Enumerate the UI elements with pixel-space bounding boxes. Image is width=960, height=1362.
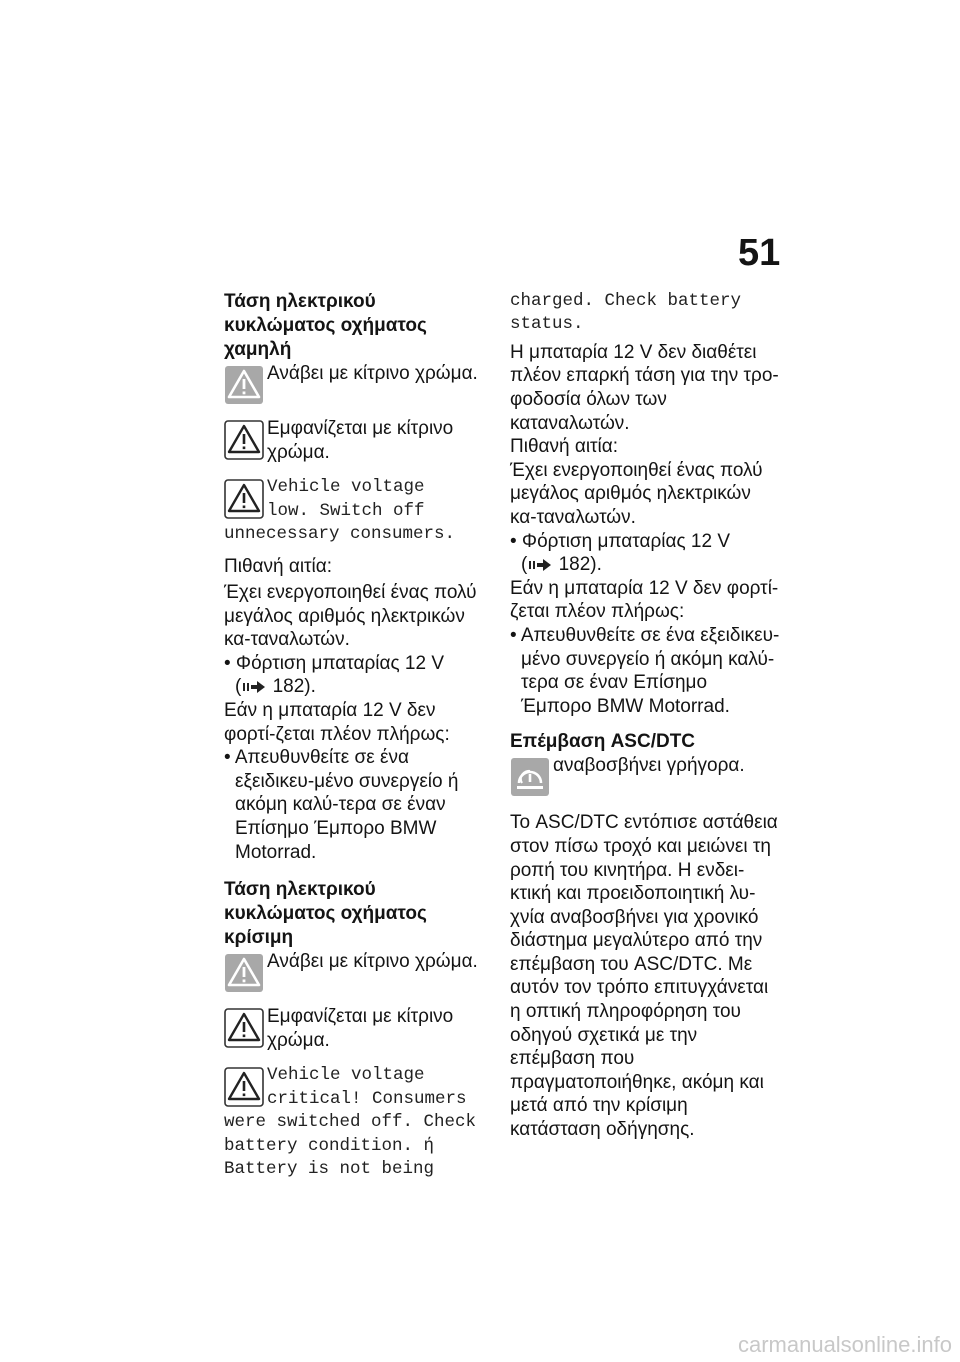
display-message-line: status. (510, 314, 584, 335)
action-contact-workshop: • Απευθυνθείτε σε ένα εξειδικευ-μένο συνεργείο ή ακόμη καλύ-τερα σε έναν Επίσημο Έμπορο BMW Motorrad. (510, 624, 780, 717)
cause-text: Έχει ενεργοποιηθεί ένας πολύ μεγάλος αριθμός ηλεκτρικών κα-ταναλωτών. (510, 459, 763, 528)
asc-indicator-text: αναβοσβήνει γρήγορα. (553, 755, 745, 777)
section-title-asc-dtc: Επέμβαση ASC/DTC (510, 731, 696, 753)
cause-label: Πιθανή αιτία: (510, 436, 619, 458)
display-message-line: low. Switch off (267, 500, 425, 521)
warning-row (224, 1005, 492, 1052)
warning-text: Εμφανίζεται με κίτρινο χρώμα. (267, 1006, 454, 1051)
arrow-ref-icon (243, 681, 265, 693)
display-message-line: Vehicle voltage (267, 1065, 425, 1086)
action-charge-battery: • Φόρτιση μπαταρίας 12 V (510, 530, 731, 552)
warning-triangle-outline-icon (224, 1008, 264, 1048)
warning-text: Εμφανίζεται με κίτρινο χρώμα. (267, 418, 454, 463)
right-column (510, 290, 782, 1142)
indicator-text: Ανάβει με κίτρινο χρώμα. (267, 951, 478, 973)
warning-triangle-outline-icon (224, 420, 264, 460)
display-message-line: Battery is not being (224, 1158, 435, 1179)
display-message-row (224, 1064, 492, 1111)
display-message-line: charged. Check battery (510, 291, 742, 311)
warning-triangle-filled-icon (224, 365, 264, 405)
section-title-critical-voltage: Τάση ηλεκτρικού κυκλώματος οχήματος κρίσιμη (224, 879, 427, 949)
indicator-row (224, 950, 492, 993)
action-charge-battery: • Φόρτιση μπαταρίας 12 V (224, 652, 445, 674)
indicator-text: Ανάβει με κίτρινο χρώμα. (267, 363, 478, 384)
cause-text: Έχει ενεργοποιηθεί ένας πολύ μεγάλος αριθμός ηλεκτρικών κα-ταναλωτών. (224, 582, 477, 651)
condition-text: Εάν η μπαταρία 12 V δεν φορτί-ζεται πλέον πλήρως: (224, 699, 450, 745)
page-reference[interactable]: ( 182). (235, 676, 316, 698)
display-message-row (224, 476, 492, 523)
warning-triangle-filled-icon (224, 953, 264, 993)
reference-text: 182). (272, 676, 316, 698)
warning-triangle-outline-icon (224, 479, 264, 519)
page-number: 51 (738, 232, 781, 274)
asc-paragraph: Το ASC/DTC εντόπισε αστάθεια στον πίσω τροχό και μειώνει τη ροπή του κινητήρα. Η ενδει-κτική και προειδοποιητική λυ-χνία αναβοσβήνει για χρονικό διάστημα μεγαλύτερο από την επέμβαση του ASC/DTC. Με αυτόν τον τρόπο επιτυγχάνεται η οπτική πληροφόρηση του οδηγού σχετικά με την επέμβαση που πραγματοποιήθηκε, ακόμη και μετά από την κρίσιμη κατάσταση οδήγησης. (510, 812, 778, 1141)
asc-indicator-row (510, 754, 782, 797)
display-message-line: battery condition. ή (224, 1135, 435, 1156)
page-reference[interactable]: ( 182). (521, 554, 602, 576)
display-message-line: critical! Consumers (267, 1088, 467, 1109)
warning-row (224, 417, 492, 464)
indicator-row (224, 362, 492, 405)
condition-text: Εάν η μπαταρία 12 V δεν φορτί-ζεται πλέον πλήρως: (510, 577, 779, 623)
action-contact-workshop: • Απευθυνθείτε σε ένα εξειδικευ-μένο συνεργείο ή ακόμη καλύ-τερα σε έναν Επίσημο Έμπορο BMW Motorrad. (224, 747, 459, 863)
display-message-line: were switched off. Check (224, 1112, 477, 1133)
section-title-low-voltage: Τάση ηλεκτρικού κυκλώματος οχήματος χαμηλή (224, 291, 427, 360)
watermark: carmanualsonline.info (737, 1332, 952, 1357)
battery-paragraph: Η μπαταρία 12 V δεν διαθέτει πλέον επαρκή τάση για την τρο-φοδοσία όλων των καταναλωτών. (510, 341, 779, 434)
left-column (224, 290, 492, 1181)
warning-triangle-outline-icon (224, 1067, 264, 1107)
display-message-line: unnecessary consumers. (224, 524, 456, 544)
display-message-line: Vehicle voltage (267, 477, 425, 498)
cause-label: Πιθανή αιτία: (224, 556, 333, 578)
arrow-ref-icon (529, 559, 551, 571)
reference-text: 182). (558, 554, 602, 576)
asc-dtc-icon (510, 757, 550, 797)
